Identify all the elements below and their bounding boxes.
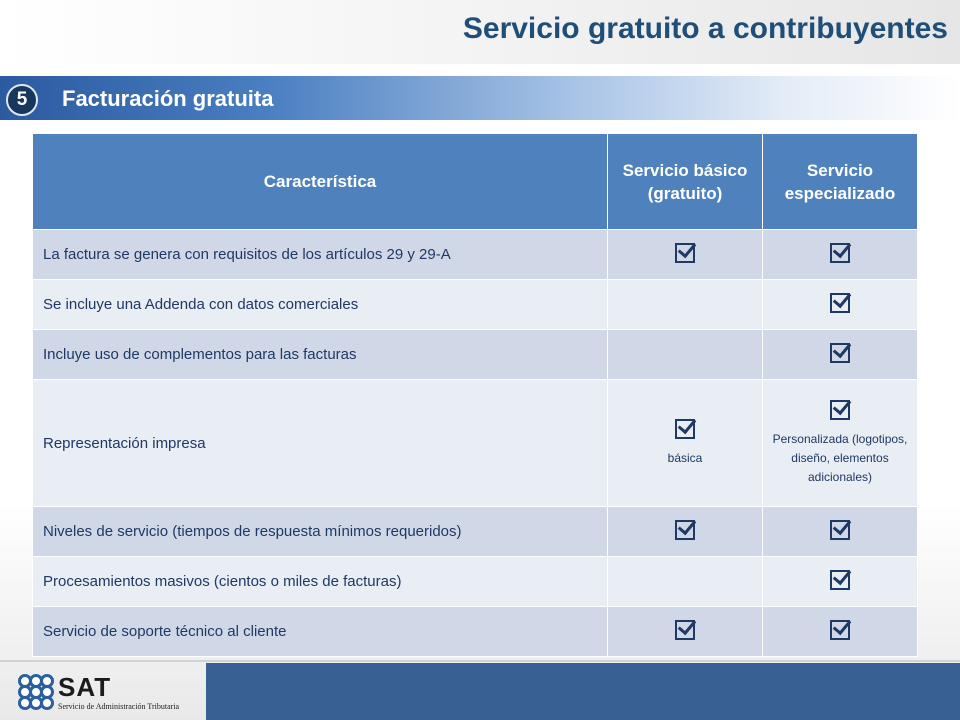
table-row	[33, 557, 918, 607]
footer-bar	[206, 663, 960, 720]
feature-cell: Se incluye una Addenda con datos comerciales	[33, 280, 608, 330]
header-servicio-basico: Servicio básico (gratuito)	[608, 134, 763, 230]
footer-divider	[0, 660, 960, 662]
especializado-note: Personalizada (logotipos, diseño, elementos adicionales)	[772, 431, 908, 484]
basico-cell	[608, 230, 763, 280]
checked-box-icon	[675, 620, 695, 640]
feature-cell: Procesamientos masivos (cientos o miles de facturas)	[33, 557, 608, 607]
checked-box-icon	[675, 419, 695, 439]
feature-cell: Servicio de soporte técnico al cliente	[33, 607, 608, 657]
basico-note: básica	[667, 450, 703, 465]
especializado-cell	[763, 280, 918, 330]
basico-cell	[608, 557, 763, 607]
basico-cell	[608, 507, 763, 557]
sat-logo-subtitle: Servicio de Administración Tributaria	[58, 702, 180, 711]
basico-cell	[608, 607, 763, 657]
sat-logo	[18, 672, 202, 716]
checked-box-icon	[675, 243, 695, 263]
section-title: Facturación gratuita	[62, 86, 274, 111]
basico-cell	[608, 330, 763, 380]
checked-box-icon	[830, 520, 850, 540]
header-servicio-especializado: Servicio especializado	[763, 134, 918, 230]
table-header-row	[33, 134, 918, 230]
table-row	[33, 230, 918, 280]
table-row	[33, 280, 918, 330]
table-row	[33, 607, 918, 657]
especializado-cell	[763, 507, 918, 557]
table-row	[33, 330, 918, 380]
checked-box-icon	[830, 243, 850, 263]
especializado-cell	[763, 557, 918, 607]
checked-box-icon	[675, 520, 695, 540]
especializado-cell	[763, 330, 918, 380]
feature-cell: Incluye uso de complementos para las facturas	[33, 330, 608, 380]
feature-cell: Niveles de servicio (tiempos de respuesta mínimos requeridos)	[33, 507, 608, 557]
sat-logo-name: SAT	[58, 672, 112, 702]
table-row	[33, 507, 918, 557]
table-row	[33, 380, 918, 507]
checked-box-icon	[830, 400, 850, 420]
section-number-badge: 5	[6, 84, 38, 116]
checked-box-icon	[830, 343, 850, 363]
page-title: Servicio gratuito a contribuyentes	[462, 12, 948, 45]
especializado-cell	[763, 230, 918, 280]
checked-box-icon	[830, 570, 850, 590]
feature-cell: La factura se genera con requisitos de los artículos 29 y 29-A	[33, 230, 608, 280]
features-table	[32, 133, 918, 657]
feature-cell: Representación impresa	[33, 380, 608, 507]
especializado-cell	[763, 380, 918, 507]
checked-box-icon	[830, 293, 850, 313]
header-caracteristica: Característica	[33, 134, 608, 230]
basico-cell	[608, 380, 763, 507]
especializado-cell	[763, 607, 918, 657]
sat-logo-icon	[18, 674, 54, 710]
basico-cell	[608, 280, 763, 330]
checked-box-icon	[830, 620, 850, 640]
